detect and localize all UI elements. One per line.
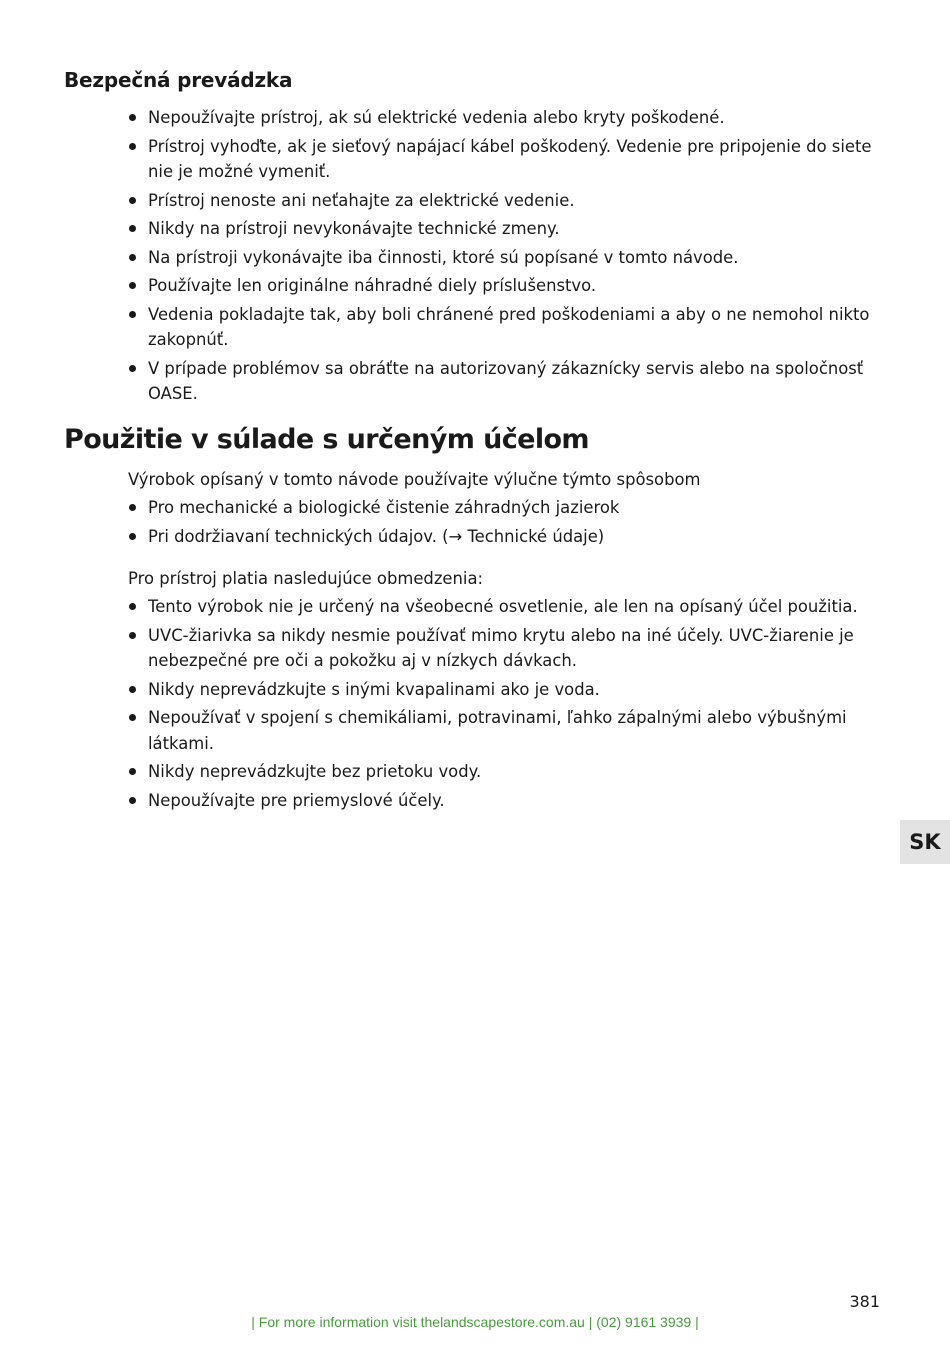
list-item: Nepoužívajte prístroj, ak sú elektrické vedenia alebo kryty poškodené.: [128, 105, 878, 131]
safe-operation-list: [128, 105, 878, 410]
list-item: Nikdy neprevádzkujte bez prietoku vody.: [128, 759, 878, 785]
list-item: Prístroj nenoste ani neťahajte za elektrické vedenie.: [128, 188, 878, 214]
list-item: Na prístroji vykonávajte iba činnosti, ktoré sú popísané v tomto návode.: [128, 245, 878, 271]
list-item: Nepoužívajte pre priemyslové účely.: [128, 788, 878, 814]
list-item: Nepoužívať v spojení s chemikáliami, potravinami, ľahko zápalnými alebo výbušnými látkami.: [128, 705, 878, 756]
list-item: UVC-žiarivka sa nikdy nesmie používať mimo krytu alebo na iné účely. UVC-žiarenie je nebezpečné pre oči a pokožku aj v nízkych dávkach.: [128, 623, 878, 674]
list-item: Prístroj vyhoďte, ak je sieťový napájací kábel poškodený. Vedenie pre pripojenie do siete nie je možné vymeniť.: [128, 134, 878, 185]
section-heading-intended-use: Použitie v súlade s určeným účelom: [64, 424, 589, 455]
list-item: V prípade problémov sa obráťte na autorizovaný zákaznícky servis alebo na spoločnosť OASE.: [128, 356, 878, 407]
list-item: Tento výrobok nie je určený na všeobecné osvetlenie, ale len na opísaný účel použitia.: [128, 594, 878, 620]
intended-use-intro: Výrobok opísaný v tomto návode používajte výlučne týmto spôsobom: [128, 470, 701, 489]
language-tab: SK: [900, 820, 950, 864]
intended-use-list: [128, 495, 878, 552]
list-item: Nikdy neprevádzkujte s inými kvapalinami ako je voda.: [128, 677, 878, 703]
restrictions-intro: Pro prístroj platia nasledujúce obmedzenia:: [128, 569, 484, 588]
footer-contact: | For more information visit thelandscapestore.com.au | (02) 9161 3939 |: [251, 1314, 699, 1330]
list-item: Nikdy na prístroji nevykonávajte technické zmeny.: [128, 216, 878, 242]
list-item: Používajte len originálne náhradné diely príslušenstvo.: [128, 273, 878, 299]
page-number: 381: [849, 1292, 880, 1311]
list-item: Pro mechanické a biologické čistenie záhradných jazierok: [128, 495, 878, 521]
list-item: Vedenia pokladajte tak, aby boli chránené pred poškodeniami a aby o ne nemohol nikto zakopnúť.: [128, 302, 878, 353]
restrictions-list: [128, 594, 878, 816]
list-item: Pri dodržiavaní technických údajov. (→ Technické údaje): [128, 524, 878, 550]
section-heading-safe-operation: Bezpečná prevádzka: [64, 68, 293, 92]
